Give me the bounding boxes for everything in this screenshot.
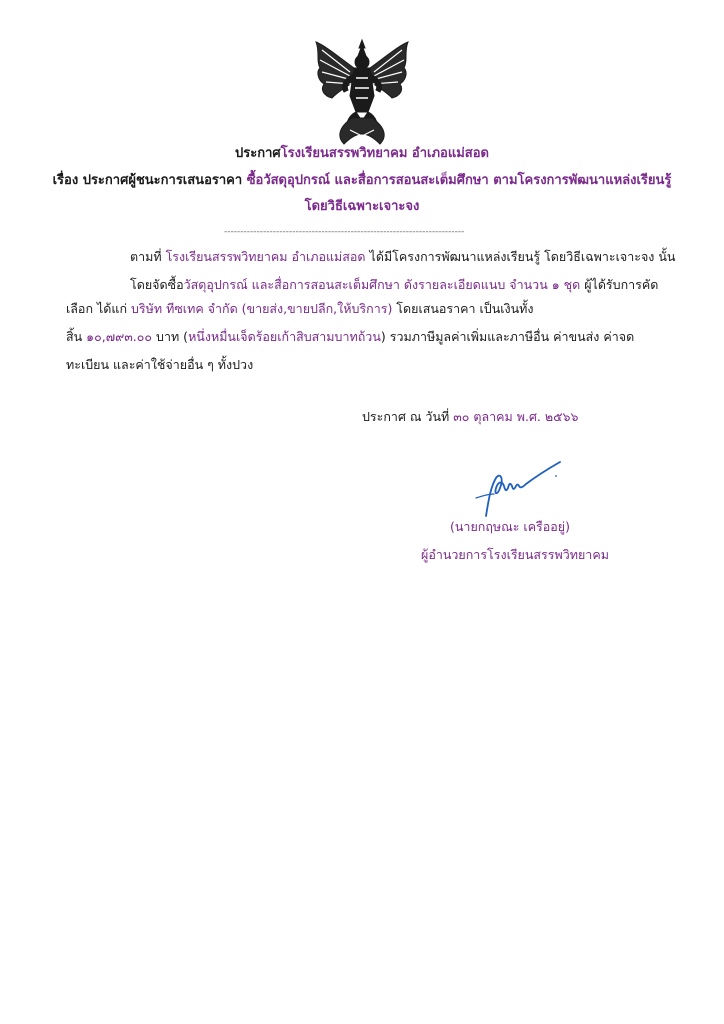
separator-line: -------------------------------------------------------------------------- [224,227,465,237]
heading-school: โรงเรียนสรรพวิทยาคม อำเภอแม่สอด [280,146,489,161]
body-line-3 [66,300,534,318]
body-p4-amount-words: หนึ่งหมื่นเจ็ดร้อยเก้าสิบสามบาทถ้วน [188,329,381,344]
handwritten-signature-icon [472,458,568,520]
announce-date-line [362,408,578,426]
body-p1-d: นั้น [654,249,676,264]
body-p1-school: โรงเรียนสรรพวิทยาคม อำเภอแม่สอด [165,249,366,264]
heading-prefix: ประกาศ [235,146,281,161]
garuda-emblem-icon [310,38,414,146]
body-line-1 [130,248,675,266]
body-p1-c: ได้มีโครงการพัฒนาแหล่งเรียนรู้ โดยวิธีเฉพาะเจาะจง [365,249,655,264]
body-line-5: ทะเบียน และค่าใช้จ่ายอื่น ๆ ทั้งปวง [66,357,254,372]
body-p3-c: โดยเสนอราคา เป็นเงินทั้ง [392,301,534,316]
announce-prefix: ประกาศ ณ วันที่ [362,409,454,424]
body-p2-c: ผู้ได้รับการคัด [580,277,659,292]
subject-line-1 [0,172,724,190]
body-line-2 [130,276,658,294]
body-p3-a: เลือก ได้แก่ [66,301,131,316]
signatory-name: (นายกฤษณะ เครืออยู่) [450,519,570,534]
signatory-position: ผู้อำนวยการโรงเรียนสรรพวิทยาคม [421,547,609,562]
body-p2-item: วัสดุอุปกรณ์ และสื่อการสอนสะเต็มศึกษา ดังรายละเอียดแนบ จำนวน ๑ ชุด [183,277,581,292]
body-p4-a: สิ้น [66,329,87,344]
body-p4-c: บาท ( [152,329,189,344]
body-p1-a: ตามที่ [130,249,166,264]
announcement-heading [0,145,724,163]
subject-title-1: ซื้อวัสดุอุปกรณ์ และสื่อการสอนสะเต็มศึกษา ตามโครงการพัฒนาแหล่งเรียนรู้ [246,173,672,188]
body-p2-a: โดยจัดซื้อ [130,277,184,292]
body-p3-company: บริษัท ทีซเทค จำกัด (ขายส่ง,ขายปลีก,ให้บริการ) [130,301,393,316]
subject-label: เรื่อง ประกาศผู้ชนะการเสนอราคา [52,173,247,188]
subject-line-2: โดยวิธีเฉพาะเจาะจง [304,199,420,214]
body-p4-e: ) รวมภาษีมูลค่าเพิ่มและภาษีอื่น ค่าขนส่ง ค่าจด [380,329,635,344]
announce-date: ๓๐ ตุลาคม พ.ศ. ๒๕๖๖ [453,409,579,424]
body-line-4 [66,328,634,346]
body-p4-amount: ๑๐,๗๙๓.๐๐ [86,329,153,344]
